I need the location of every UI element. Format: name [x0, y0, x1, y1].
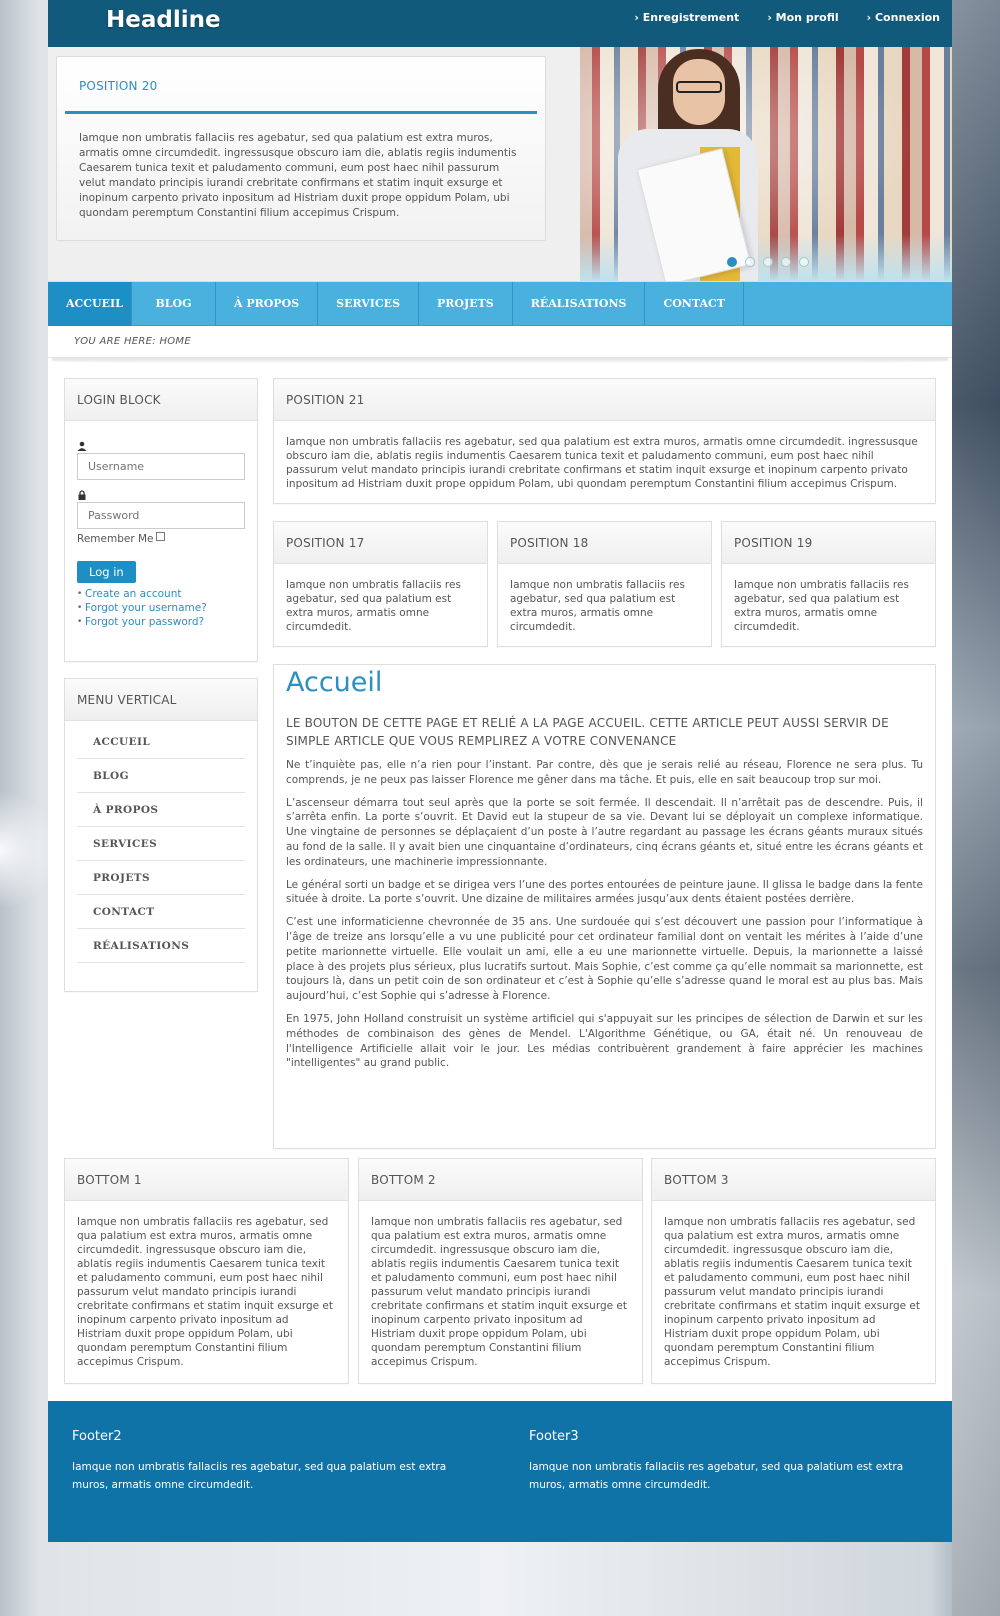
remember-label: Remember Me — [77, 533, 154, 545]
footer-2-title: Footer2 — [72, 1429, 122, 1444]
article-paragraph: L’ascenseur démarra tout seul après que la porte se soit fermée. Il descendait. Il n’arrêtait pas de descendre. Puis, il s’arrêta enfin. La porte s’ouvrit. Et David eut la stupeur de sa vie. Devant lui se déployait un complexe informatique. Une vingtaine de personnes se déplaçaient d’un poste à l’autre regardant au passage les écrans géants muraux situés au fond de la salle. Il y avait bien une cinquantaine d’ordinateurs, cinq écrans géants et, situé entre les écrans géants et les ordinateurs, une machinerie impressionnante. — [286, 796, 923, 868]
vertical-menu-module — [64, 678, 258, 992]
bottom-1-text: Iamque non umbratis fallaciis res agebatur, sed qua palatium est extra muros, armatis omne circumdedit. ingressusque obscuro iam die, ablatis regiis indumentis Caesarem tunica texit et paludamento communi, eum post haec nihil passurum velut mandato principis iurandi crebritate confirmans et statim inquit exsurge et inopinum carpento privato inpositum ad Histriam duxit prope oppidum Polam, ubi quondam peremptum Constantini filium accepimus Crispum. — [77, 1216, 333, 1368]
nav-item-a-propos[interactable]: À PROPOS — [216, 282, 318, 326]
nav-item-realisations[interactable]: RÉALISATIONS — [513, 282, 646, 326]
title-divider — [65, 111, 537, 114]
remember-checkbox[interactable] — [156, 532, 165, 541]
position-21-module — [273, 378, 936, 504]
bottom-3-module — [651, 1158, 936, 1384]
position-17-module — [273, 521, 488, 647]
position-18-title: POSITION 18 — [498, 522, 711, 564]
nav-item-services[interactable]: SERVICES — [318, 282, 419, 326]
main-nav — [48, 282, 952, 326]
footer-2 — [72, 1429, 472, 1494]
background-glow — [0, 780, 48, 920]
bottom-2-module — [358, 1158, 643, 1384]
login-module — [64, 378, 258, 662]
footer-3-title: Footer3 — [529, 1429, 579, 1444]
position-21-title: POSITION 21 — [274, 379, 935, 421]
position-20-title: POSITION 20 — [79, 79, 158, 93]
forgot-password-link[interactable]: • Forgot your password? — [77, 615, 245, 629]
breadcrumb-text: YOU ARE HERE: HOME — [74, 336, 191, 347]
article-title: Accueil — [286, 667, 383, 698]
password-input[interactable] — [77, 502, 245, 529]
hero — [48, 47, 952, 282]
background-blur — [952, 0, 1000, 1616]
vmenu-item-realisations[interactable]: RÉALISATIONS — [77, 929, 245, 963]
username-input[interactable] — [77, 453, 245, 480]
bottom-2-title: BOTTOM 2 — [359, 1159, 642, 1201]
bottom-1-module — [64, 1158, 349, 1384]
vmenu-item-contact[interactable]: CONTACT — [77, 895, 245, 929]
position-20-module — [56, 56, 546, 241]
forgot-username-link[interactable]: • Forgot your username? — [77, 601, 245, 615]
article-subtitle: LE BOUTON DE CETTE PAGE ET RELIÉ A LA PAGE ACCUEIL. CETTE ARTICLE PEUT AUSSI SERVIR DE SIMPLE ARTICLE QUE VOUS REMPLIREZ A VOTRE CONVENANCE — [286, 716, 889, 748]
footer-3 — [529, 1429, 929, 1494]
article-paragraph: Le général sorti un badge et se dirigea vers l’une des portes entourées de peinture jaune. Il glissa le badge dans la fente située à droite. La porte s’ouvrit. Une dizaine de militaires armées jusqu’aux dents étaient postées derrière. — [286, 878, 923, 906]
article-paragraph: Ne t’inquiète pas, elle n’a rien pour l’instant. Par contre, dès que je serais relié au réseau, Florence ne sera plus. Tu comprends, je ne peux pas laisser Florence me gêner dans ma tâche. Et puis, elle en sait beaucoup trop sur moi. — [286, 759, 923, 786]
slider-dot-3[interactable] — [763, 257, 773, 267]
vertical-menu-title: MENU VERTICAL — [65, 679, 257, 721]
position-19-text: Iamque non umbratis fallaciis res agebatur, sed qua palatium est extra muros, armatis omne circumdedit. — [734, 579, 909, 633]
top-bar — [48, 0, 952, 47]
login-button[interactable]: Log in — [77, 561, 136, 583]
create-account-link[interactable]: • Create an account — [77, 587, 245, 601]
nav-item-blog[interactable]: BLOG — [132, 282, 216, 326]
slider-dot-4[interactable] — [781, 257, 791, 267]
login-title: LOGIN BLOCK — [65, 379, 257, 421]
position-18-text: Iamque non umbratis fallaciis res agebatur, sed qua palatium est extra muros, armatis omne circumdedit. — [510, 579, 685, 633]
footer-3-text: Iamque non umbratis fallaciis res agebatur, sed qua palatium est extra muros, armatis omne circumdedit. — [529, 1461, 904, 1491]
profile-link[interactable]: › Mon profil — [767, 11, 839, 24]
footer-2-text: Iamque non umbratis fallaciis res agebatur, sed qua palatium est extra muros, armatis omne circumdedit. — [72, 1461, 447, 1491]
top-links — [634, 11, 940, 24]
vmenu-item-accueil[interactable]: ACCUEIL — [77, 725, 245, 759]
article-module — [273, 664, 936, 1149]
slide-photo-glasses — [676, 81, 722, 93]
remember-row — [77, 533, 245, 545]
vertical-menu — [65, 721, 257, 963]
section-shadow — [52, 358, 948, 364]
nav-item-accueil[interactable]: ACCUEIL — [48, 282, 132, 326]
position-19-title: POSITION 19 — [722, 522, 935, 564]
slider-dot-5[interactable] — [799, 257, 809, 267]
login-links — [77, 587, 245, 629]
bottom-1-title: BOTTOM 1 — [65, 1159, 348, 1201]
user-icon — [77, 441, 87, 451]
article-paragraph: C’est une informaticienne chevronnée de 35 ans. Une surdouée qui s’est découvert une passion pour l’informatique à l’âge de treize ans lorsqu’elle a vu une publicité pour cet ordinateur familial dont on ventait les mérites à l’aide d’une petite marionnette virtuelle. Elle voulait un ami, elle a eu une marionnette virtuelle. Depuis, la marionnette a laissé place à des projets plus sérieux, plus lucratifs surtout. Mais Sophie, c’est comme ça qu’elle nommait sa marionnette, est toujours là, dans un petit coin de son ordinateur et c’est à Sophie qu’elle s’adresse quand le moral est au plus bas. Mais aujourd’hui, c’est Sophie qui s’adresse à Florence. — [286, 916, 923, 1003]
bottom-2-text: Iamque non umbratis fallaciis res agebatur, sed qua palatium est extra muros, armatis omne circumdedit. ingressusque obscuro iam die, ablatis regiis indumentis Caesarem tunica texit et paludamento communi, eum post haec nihil passurum velut mandato principis iurandi crebritate confirmans et statim inquit exsurge et inopinum carpento privato inpositum ad Histriam duxit prope oppidum Polam, ubi quondam peremptum Constantini filium accepimus Crispum. — [371, 1216, 627, 1368]
article-paragraph: En 1975, John Holland construisit un système artificiel qui s'appuyait sur les principes de sélection de Darwin et sur les méthodes de combinaison des gènes de Mendel. L'Algorithme Génétique, ou GA, était né. Un renouveau de l'Intelligence Artificielle allait voir le jour. Les médias contribuèrent grandement à faire apprécier les machines "intelligentes" au grand public. — [286, 1012, 923, 1070]
bottom-3-title: BOTTOM 3 — [652, 1159, 935, 1201]
nav-item-contact[interactable]: CONTACT — [645, 282, 743, 326]
position-18-module — [497, 521, 712, 647]
vmenu-item-projets[interactable]: PROJETS — [77, 861, 245, 895]
position-21-text: Iamque non umbratis fallaciis res agebatur, sed qua palatium est extra muros, armatis omne circumdedit. ingressusque obscuro iam die, ablatis regiis indumentis Caesarem tunica texit et paludamento communi, eum post haec nihil passurum velut mandato principis iurandi crebritate confirmans et statim inquit exsurge et inopinum carpento privato inpositum ad Histriam duxit prope oppidum Polam, ubi quondam peremptum Constantini filium accepimus Crispum. — [286, 436, 918, 490]
vmenu-item-blog[interactable]: BLOG — [77, 759, 245, 793]
register-link[interactable]: › Enregistrement — [634, 11, 740, 24]
lock-icon — [77, 490, 87, 500]
login-form — [65, 421, 257, 629]
image-slider[interactable] — [580, 47, 952, 281]
position-19-module — [721, 521, 936, 647]
bottom-3-text: Iamque non umbratis fallaciis res agebatur, sed qua palatium est extra muros, armatis omne circumdedit. ingressusque obscuro iam die, ablatis regiis indumentis Caesarem tunica texit et paludamento communi, eum post haec nihil passurum velut mandato principis iurandi crebritate confirmans et statim inquit exsurge et inopinum carpento privato inpositum ad Histriam duxit prope oppidum Polam, ubi quondam peremptum Constantini filium accepimus Crispum. — [664, 1216, 920, 1368]
vmenu-item-services[interactable]: SERVICES — [77, 827, 245, 861]
position-17-text: Iamque non umbratis fallaciis res agebatur, sed qua palatium est extra muros, armatis omne circumdedit. — [286, 579, 461, 633]
page-container — [48, 0, 952, 1542]
slider-dot-2[interactable] — [745, 257, 755, 267]
position-20-text: Iamque non umbratis fallaciis res agebatur, sed qua palatium est extra muros, armatis omne circumdedit. ingressusque obscuro iam die, ablatis regiis indumentis Caesarem tunica texit et paludamento communi, eum post haec nihil passurum velut mandato principis iurandi crebritate confirmans et statim inquit exsurge et inopinum carpento privato inpositum ad Histriam duxit prope oppidum Polam, ubi quondam peremptum Constantini filium accepimus Crispum. — [79, 132, 517, 219]
vmenu-item-a-propos[interactable]: À PROPOS — [77, 793, 245, 827]
position-17-title: POSITION 17 — [274, 522, 487, 564]
login-link[interactable]: › Connexion — [866, 11, 940, 24]
slider-dots — [727, 257, 809, 267]
breadcrumb — [48, 326, 952, 358]
nav-item-projets[interactable]: PROJETS — [419, 282, 513, 326]
slider-dot-1[interactable] — [727, 257, 737, 267]
footer — [48, 1401, 952, 1542]
site-logo[interactable]: Headline — [106, 7, 221, 33]
